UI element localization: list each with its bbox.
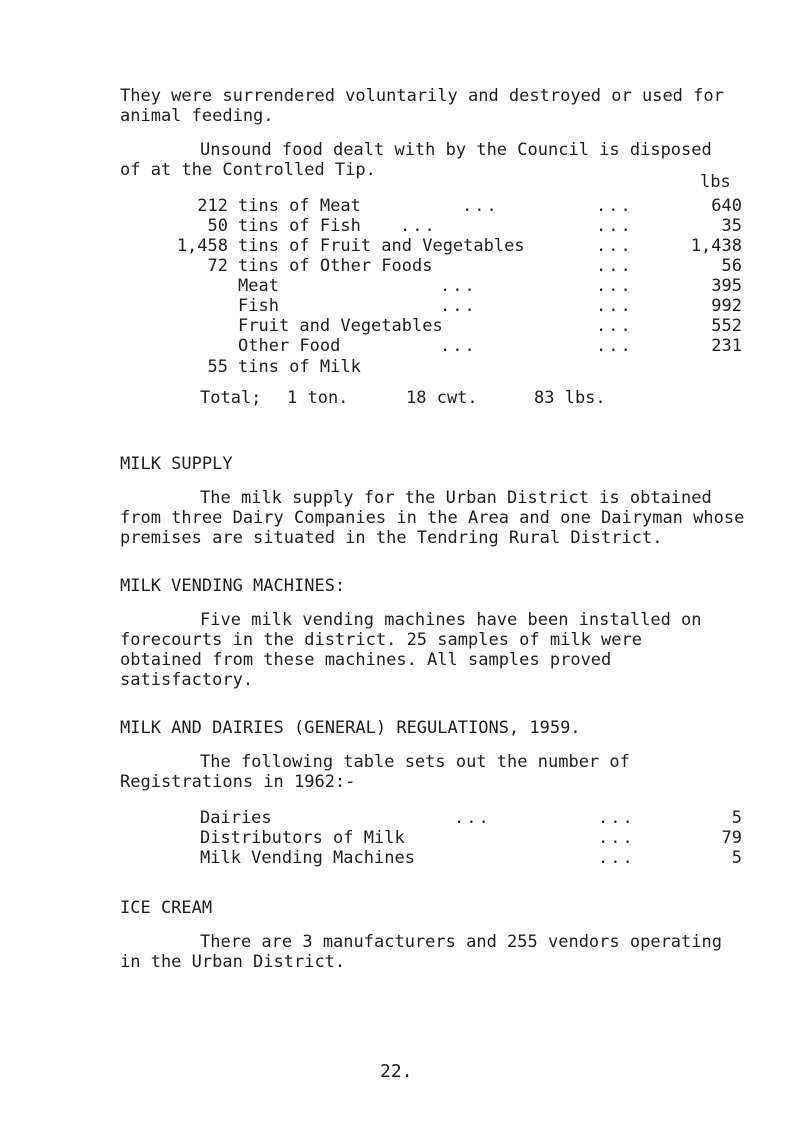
- vending-line-1: Five milk vending machines have been installed on: [200, 610, 702, 630]
- row-dots: ...: [596, 216, 633, 236]
- vending-line-2: forecourts in the district. 25 samples of milk were: [120, 630, 642, 650]
- row-label: Fish: [238, 296, 279, 316]
- reg-label: Milk Vending Machines: [200, 848, 415, 868]
- row-qty: 55: [207, 357, 228, 377]
- row-label: Other Food: [238, 336, 341, 356]
- row-label: tins of Milk: [238, 357, 361, 377]
- vending-heading: MILK VENDING MACHINES:: [120, 576, 346, 596]
- regulations-heading: MILK AND DAIRIES (GENERAL) REGULATIONS, 1959.: [120, 718, 581, 738]
- row-value: 395: [711, 276, 742, 296]
- row-dots: ...: [596, 236, 633, 256]
- row-qty: 1,458: [176, 236, 228, 256]
- reg-label: Dairies: [200, 808, 272, 828]
- reg-dots: ...: [598, 828, 635, 848]
- row-value: 35: [721, 216, 742, 236]
- row-value: 552: [711, 316, 742, 336]
- ice-cream-line-1: There are 3 manufacturers and 255 vendors operating: [200, 932, 722, 952]
- row-dots: ...: [596, 296, 633, 316]
- row-dots: ...: [596, 276, 633, 296]
- row-qty: 72: [207, 256, 228, 276]
- reg-value: 5: [731, 848, 742, 868]
- row-value: 640: [711, 196, 742, 216]
- row-value: 992: [711, 296, 742, 316]
- reg-value: 79: [721, 828, 742, 848]
- vending-line-3: obtained from these machines. All samples proved: [120, 650, 612, 670]
- page-number: 22.: [380, 1061, 413, 1082]
- milk-supply-heading: MILK SUPPLY: [120, 454, 233, 474]
- row-label: tins of Fruit and Vegetables: [238, 236, 525, 256]
- row-value: 231: [711, 336, 742, 356]
- intro-line-2: animal feeding.: [120, 106, 274, 126]
- row-dots: ...: [596, 196, 633, 216]
- unsound-line-2: of at the Controlled Tip.: [120, 160, 376, 180]
- regulations-line-2: Registrations in 1962:-: [120, 772, 356, 792]
- reg-value: 5: [731, 808, 742, 828]
- row-label: Fruit and Vegetables: [238, 316, 443, 336]
- row-dots: ...: [596, 316, 633, 336]
- ice-cream-line-2: in the Urban District.: [120, 952, 346, 972]
- row-qty: 50: [207, 216, 228, 236]
- total-lbs: 83 lbs.: [534, 388, 606, 408]
- regulations-line-1: The following table sets out the number of: [200, 752, 630, 772]
- row-dots: ...: [400, 216, 437, 236]
- row-dots: ...: [440, 276, 477, 296]
- row-dots: ...: [440, 336, 477, 356]
- milk-supply-line-3: premises are situated in the Tendring Rural District.: [120, 528, 663, 548]
- row-label: tins of Meat: [238, 196, 361, 216]
- intro-line-1: They were surrendered voluntarily and destroyed or used for: [120, 86, 724, 106]
- row-label: tins of Other Foods: [238, 256, 433, 276]
- row-dots: ...: [596, 256, 633, 276]
- row-dots: ...: [440, 296, 477, 316]
- unit-header: lbs: [700, 172, 731, 192]
- row-value: 1,438: [690, 236, 742, 256]
- reg-dots: ...: [454, 808, 491, 828]
- row-dots: ...: [596, 336, 633, 356]
- milk-supply-line-1: The milk supply for the Urban District is obtained: [200, 488, 712, 508]
- vending-line-4: satisfactory.: [120, 670, 254, 690]
- reg-dots: ...: [598, 808, 635, 828]
- row-label: Meat: [238, 276, 279, 296]
- row-value: 56: [721, 256, 742, 276]
- total-tons: 1 ton.: [287, 388, 349, 408]
- reg-label: Distributors of Milk: [200, 828, 405, 848]
- row-dots: ...: [462, 196, 499, 216]
- milk-supply-line-2: from three Dairy Companies in the Area and one Dairyman whose: [120, 508, 745, 528]
- reg-dots: ...: [598, 848, 635, 868]
- total-label: Total;: [200, 388, 262, 408]
- ice-cream-heading: ICE CREAM: [120, 898, 213, 918]
- row-label: tins of Fish: [238, 216, 361, 236]
- total-cwt: 18 cwt.: [406, 388, 478, 408]
- unsound-line-1: Unsound food dealt with by the Council is disposed: [200, 140, 712, 160]
- row-qty: 212: [197, 196, 228, 216]
